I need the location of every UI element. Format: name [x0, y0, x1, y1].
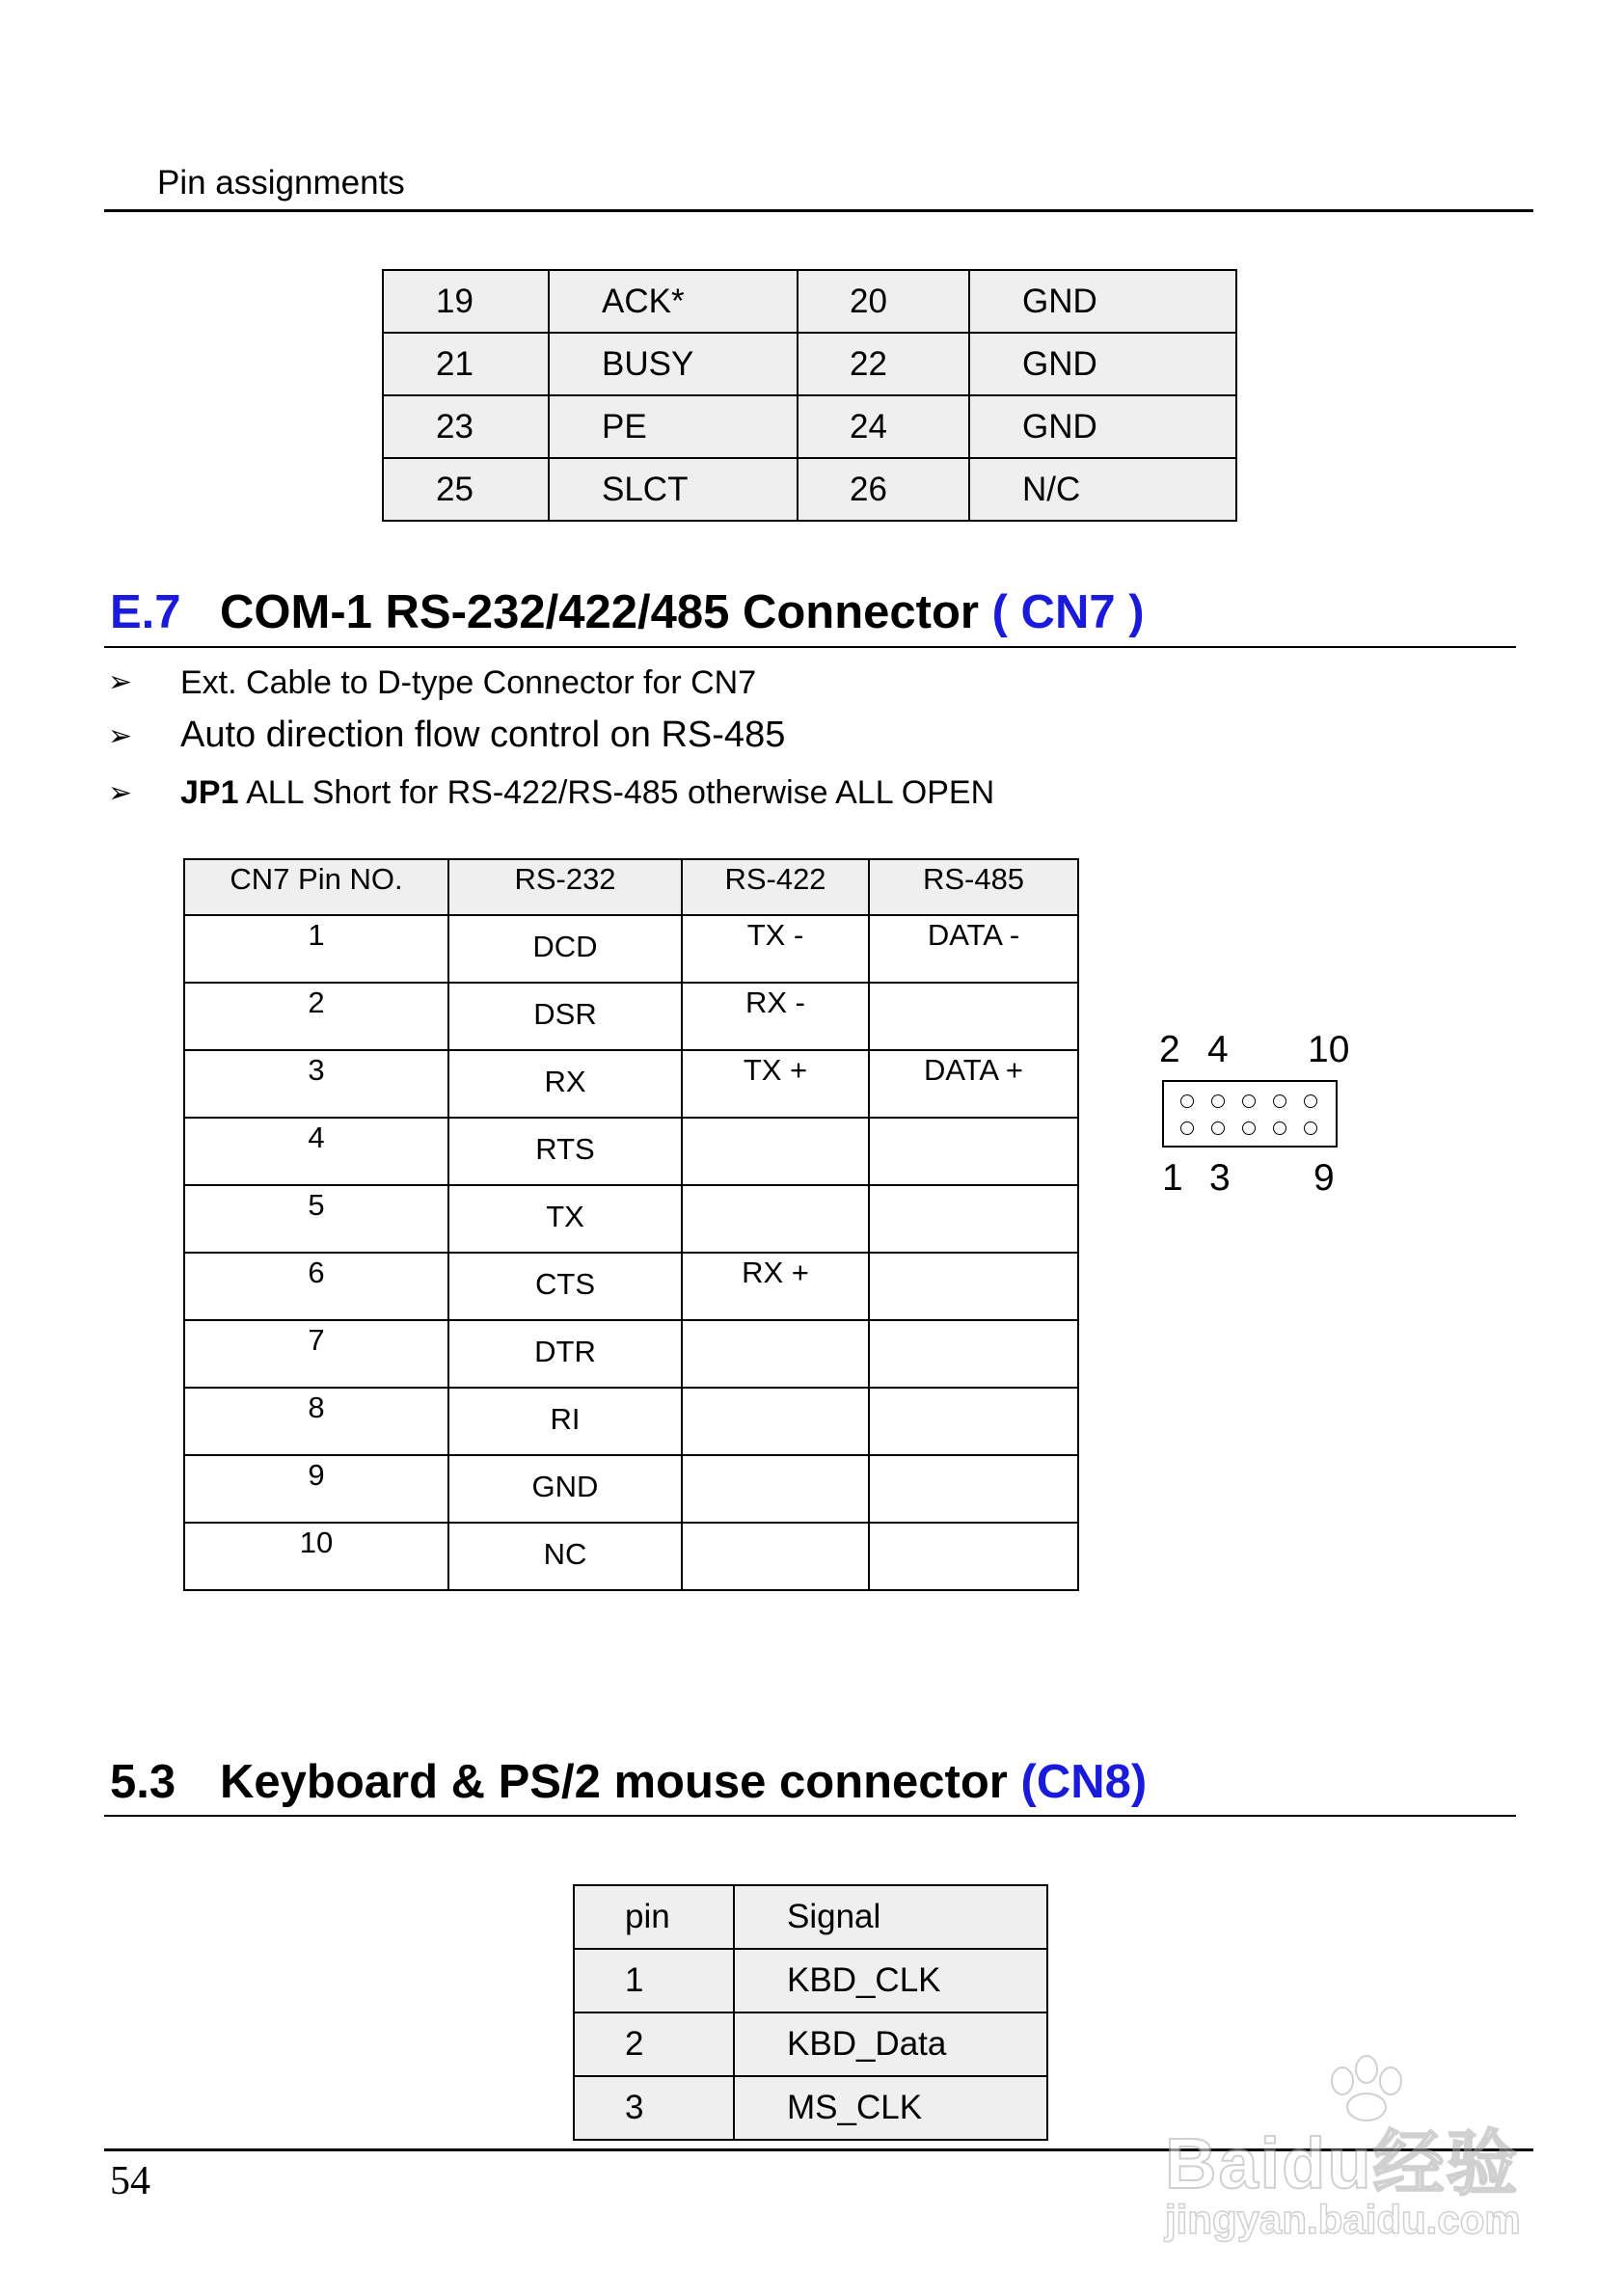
pin-label: 1 — [1162, 1157, 1183, 1199]
table-row — [184, 1118, 1078, 1185]
column-header: CN7 Pin NO. — [184, 859, 448, 915]
table-cell: GND — [969, 395, 1236, 458]
table-cell: 1 — [574, 1949, 734, 2012]
table-cell: TX — [448, 1185, 682, 1253]
table-cell: KBD_CLK — [734, 1949, 1047, 2012]
table-cell: GND — [969, 270, 1236, 333]
table-row — [184, 983, 1078, 1050]
table-cell: 8 — [184, 1388, 448, 1455]
cn8-pin-table — [573, 1884, 1048, 2141]
bullet-arrow-icon: ➢ — [108, 777, 133, 809]
table-cell: DCD — [448, 915, 682, 983]
page-header-title: Pin assignments — [157, 164, 405, 202]
table-cell: DATA + — [869, 1050, 1078, 1118]
table-cell: 10 — [184, 1523, 448, 1590]
pin-hole-icon — [1273, 1121, 1286, 1135]
pin-hole-icon — [1273, 1094, 1286, 1108]
table-row — [184, 1185, 1078, 1253]
watermark-url: jingyan.baidu.com — [1165, 2197, 1521, 2242]
table-row — [184, 1320, 1078, 1388]
watermark-logo: Baidu经验 — [1165, 2123, 1520, 2203]
table-cell: RX - — [682, 983, 869, 1050]
pin-hole-icon — [1242, 1094, 1256, 1108]
table-cell — [682, 1523, 869, 1590]
table-cell: 3 — [574, 2076, 734, 2140]
section-number: 5.3 — [110, 1756, 176, 1808]
section-title-text: Keyboard & PS/2 mouse connector — [220, 1756, 1008, 1808]
table-row — [574, 2012, 1047, 2076]
column-header: RS-232 — [448, 859, 682, 915]
table-cell: CTS — [448, 1253, 682, 1320]
table-header-row — [574, 1885, 1047, 1949]
table-row — [184, 1388, 1078, 1455]
parallel-port-table — [382, 269, 1237, 522]
section-divider — [104, 646, 1516, 648]
table-cell: 1 — [184, 915, 448, 983]
table-cell: DATA - — [869, 915, 1078, 983]
table-cell — [682, 1388, 869, 1455]
pin-hole-icon — [1211, 1094, 1225, 1108]
table-cell — [869, 1185, 1078, 1253]
header-divider — [104, 209, 1533, 212]
table-cell: TX - — [682, 915, 869, 983]
section-title — [220, 1755, 1147, 1809]
column-header: RS-422 — [682, 859, 869, 915]
table-cell: 25 — [383, 458, 549, 521]
pin-hole-icon — [1211, 1121, 1225, 1135]
table-cell: RI — [448, 1388, 682, 1455]
table-cell: 2 — [184, 983, 448, 1050]
pin-hole-icon — [1304, 1121, 1317, 1135]
table-cell: DSR — [448, 983, 682, 1050]
table-cell: MS_CLK — [734, 2076, 1047, 2140]
table-cell: GND — [969, 333, 1236, 395]
table-row — [383, 333, 1236, 395]
bullet-text-rest: ALL Short for RS-422/RS-485 otherwise ALL OPEN — [238, 774, 995, 811]
table-cell: RX — [448, 1050, 682, 1118]
table-row — [574, 2076, 1047, 2140]
pin-hole-icon — [1304, 1094, 1317, 1108]
table-cell: GND — [448, 1455, 682, 1523]
table-row — [184, 1523, 1078, 1590]
table-cell — [682, 1118, 869, 1185]
table-cell: ACK* — [549, 270, 798, 333]
table-row — [574, 1949, 1047, 2012]
pin-hole-icon — [1180, 1094, 1194, 1108]
bullet-text: Ext. Cable to D-type Connector for CN7 — [180, 664, 757, 701]
pin-hole-icon — [1242, 1121, 1256, 1135]
cn7-pin-table — [183, 858, 1079, 1591]
table-cell: 4 — [184, 1118, 448, 1185]
table-cell — [682, 1185, 869, 1253]
table-cell — [869, 983, 1078, 1050]
jumper-label: JP1 — [180, 774, 239, 811]
table-cell: RX + — [682, 1253, 869, 1320]
table-cell: 20 — [798, 270, 969, 333]
table-row — [383, 395, 1236, 458]
section-connector-id: (CN8) — [1020, 1756, 1148, 1808]
table-cell: NC — [448, 1523, 682, 1590]
table-row — [383, 270, 1236, 333]
column-header: pin — [574, 1885, 734, 1949]
pin-label: 9 — [1313, 1157, 1335, 1199]
table-header-row — [184, 859, 1078, 915]
table-cell: N/C — [969, 458, 1236, 521]
section-title-text: COM-1 RS-232/422/485 Connector — [220, 586, 979, 638]
table-cell: 3 — [184, 1050, 448, 1118]
pin-label: 4 — [1207, 1029, 1229, 1070]
table-cell — [869, 1455, 1078, 1523]
table-cell — [869, 1320, 1078, 1388]
table-cell: 9 — [184, 1455, 448, 1523]
table-row — [184, 1455, 1078, 1523]
table-row — [184, 1253, 1078, 1320]
bullet-text — [180, 774, 994, 812]
table-row — [383, 458, 1236, 521]
table-cell — [869, 1118, 1078, 1185]
table-cell: PE — [549, 395, 798, 458]
table-cell: 5 — [184, 1185, 448, 1253]
table-cell: 24 — [798, 395, 969, 458]
section-divider — [104, 1815, 1516, 1817]
column-header: Signal — [734, 1885, 1047, 1949]
table-cell: KBD_Data — [734, 2012, 1047, 2076]
table-cell: DTR — [448, 1320, 682, 1388]
pin-hole-icon — [1180, 1121, 1194, 1135]
table-cell: SLCT — [549, 458, 798, 521]
table-cell: 2 — [574, 2012, 734, 2076]
table-row — [184, 1050, 1078, 1118]
bullet-arrow-icon: ➢ — [108, 666, 133, 698]
table-cell: TX + — [682, 1050, 869, 1118]
table-cell: BUSY — [549, 333, 798, 395]
table-cell: 21 — [383, 333, 549, 395]
table-cell — [869, 1253, 1078, 1320]
table-cell — [682, 1320, 869, 1388]
table-cell — [869, 1523, 1078, 1590]
table-cell: 23 — [383, 395, 549, 458]
table-cell: 6 — [184, 1253, 448, 1320]
column-header: RS-485 — [869, 859, 1078, 915]
table-cell: RTS — [448, 1118, 682, 1185]
table-cell: 7 — [184, 1320, 448, 1388]
table-cell: 22 — [798, 333, 969, 395]
table-cell: 19 — [383, 270, 549, 333]
pin-header-diagram — [1162, 1080, 1338, 1148]
table-cell — [682, 1455, 869, 1523]
baidu-watermark — [1159, 2054, 1545, 2266]
section-connector-id: ( CN7 ) — [991, 586, 1145, 638]
page-number: 54 — [110, 2159, 150, 2203]
pin-label: 3 — [1209, 1157, 1231, 1199]
bullet-arrow-icon: ➢ — [108, 720, 133, 752]
table-cell: 26 — [798, 458, 969, 521]
table-row — [184, 915, 1078, 983]
pin-label: 2 — [1159, 1029, 1180, 1070]
bullet-text: Auto direction flow control on RS-485 — [180, 715, 786, 755]
section-title — [220, 585, 1145, 639]
pin-label: 10 — [1308, 1029, 1350, 1070]
section-number: E.7 — [110, 586, 181, 638]
table-cell — [869, 1388, 1078, 1455]
